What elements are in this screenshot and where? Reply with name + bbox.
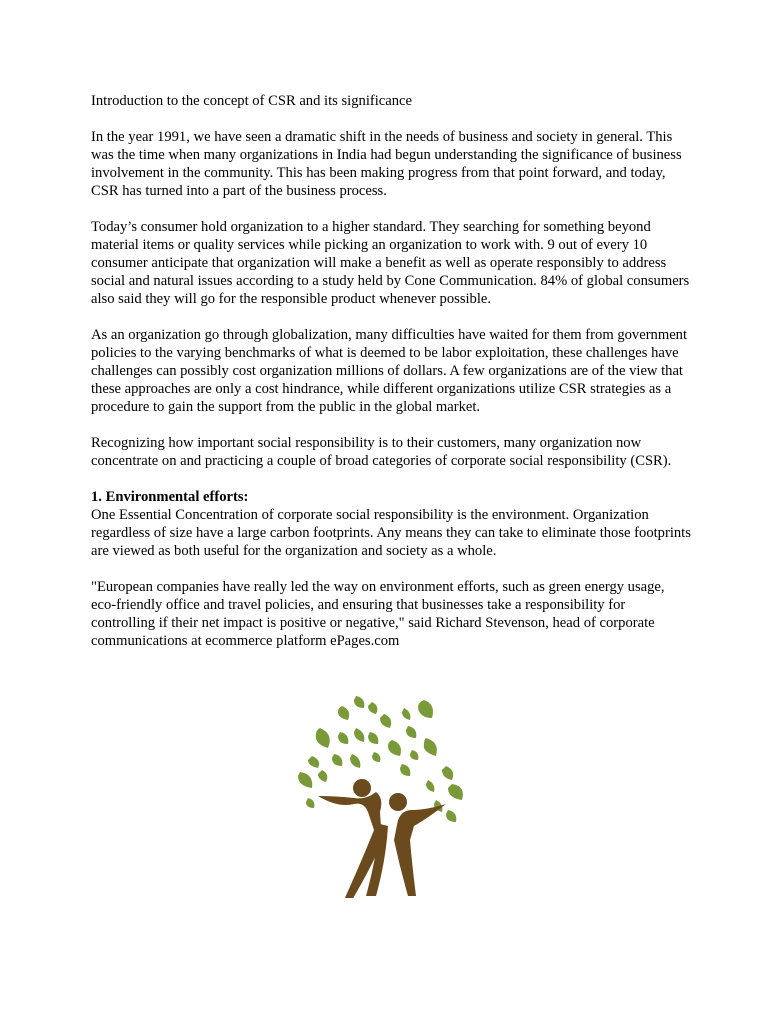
paragraph-1991-shift: In the year 1991, we have seen a dramatic shift in the needs of business and society in general. This was the time when many organizations in India had begun understanding the significance of business involvement in the community. This has been making progress from that point forward, and today, CSR has turned into a part of the business process. [91,129,682,199]
document-title: Introduction to the concept of CSR and its significance [91,93,412,109]
paragraph-csr-categories: Recognizing how important social responsibility is to their customers, many organization now concentrate on and practicing a couple of broad categories of corporate social responsibility (CSR). [91,435,672,469]
people-tree-icon [296,692,472,898]
paragraph-globalization: As an organization go through globalization, many difficulties have waited for them from government policies to the varying benchmarks of what is deemed to be labor exploitation, these challenges have challenges can possibly cost organization millions of dollars. A few organizations are of the view that these approaches are only a cost hindrance, while different organizations utilize CSR strategies as a procedure to gain the support from the public in the global market. [91,327,688,415]
paragraph-stevenson-quote: "European companies have really led the way on environment efforts, such as green energy usage, eco-friendly office and travel policies, and ensuring that businesses take a responsibility for controlling if their net impact is positive or negative," said Richard Stevenson, head of corporate communications at ecommerce platform ePages.com [91,579,665,649]
people-tree-illustration [296,692,472,898]
paragraph-environment-focus: One Essential Concentration of corporate social responsibility is the environment. Organization regardless of size have a large carbon footprints. Any means they can take to eliminate those footprints are viewed as both useful for the organization and society as a whole. [91,507,691,559]
paragraph-consumer-standards: Today’s consumer hold organization to a higher standard. They searching for something beyond material items or quality services while picking an organization to work with. 9 out of every 10 consumer anticipate that organization will make a benefit as well as operate responsibly to address social and natural issues according to a study held by Cone Communication. 84% of global consumers also said they will go for the responsible product whenever possible. [91,219,690,307]
document-body [91,92,691,668]
section-heading-environmental: 1. Environmental efforts: [91,489,249,505]
